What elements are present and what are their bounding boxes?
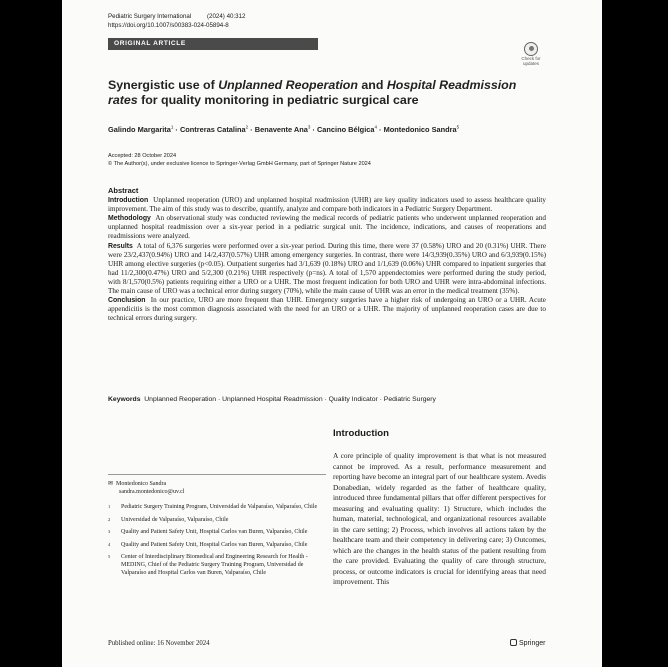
keywords-text: Unplanned Reoperation · Unplanned Hospital Readmission · Quality Indicator · Pediatric Surgery (144, 396, 436, 403)
introduction-heading: Introduction (333, 428, 389, 439)
article-type-banner: ORIGINAL ARTICLE (108, 38, 318, 50)
abstract-introduction: Introduction Unplanned reoperation (URO) and unplanned hospital readmission (UHR) are key quality indicators used to assess healthcare quality improvement. The aim of this study was to describe, quantify, analyze and compare both indicators in a Pediatric Surgery Department. (108, 196, 546, 214)
check-updates-icon (524, 42, 538, 56)
journal-volume: (2024) 40:312 (206, 13, 246, 20)
affiliation-item: 3 Quality and Patient Safety Unit, Hospital Carlos van Buren, Valparaíso, Chile (108, 529, 308, 536)
article-title: Synergistic use of Unplanned Reoperation and Hospital Readmission rates for quality monitoring in pediatric surgical care (108, 78, 517, 107)
author-list: Galindo Margarita$^1$ · Contreras Catalina$^2$ · Benavente Ana$^3$ · Cancino Bélgica$^4$ · Montedonico Sandra$^5$ (108, 125, 460, 135)
accepted-date: Accepted: 28 October 2024 (108, 153, 177, 159)
author[interactable]: Cancino Bélgica$^4$ (316, 125, 377, 135)
springer-horse-icon (510, 639, 517, 646)
copyright-notice: © The Author(s), under exclusive licence to Springer-Verlag GmbH Germany, part of Springer Nature 2024 (108, 161, 371, 167)
article-dates (108, 152, 371, 168)
corresponding-name: Montedonico Sandra (116, 481, 167, 487)
check-updates-label-2: updates (522, 61, 539, 66)
abstract-methodology: Methodology An observational study was conducted reviewing the medical records of pediatric patients who underwent unplanned reoperation and unplanned hospital readmission over a six-year period in a pediatric surgical unit. The incidence, indications, and causes of reoperations and readmissions were analyzed. (108, 214, 546, 241)
author[interactable]: Montedonico Sandra$^5$ (383, 125, 460, 135)
affiliation-item: 4 Quality and Patient Safety Unit, Hospital Carlos van Buren, Valparaíso, Chile (108, 541, 308, 548)
author[interactable]: Benavente Ana$^3$ (254, 125, 311, 135)
affiliation-item: 2 Universidad de Valparaíso, Valparaíso, Chile (108, 516, 229, 523)
introduction-text: A core principle of quality improvement is that what is not measured cannot be improved. As a result, performance measurement and reporting have become an integral part of our healthcare system. Avedis Donabedian, widely regarded as the father of healthcare quality, introduced three fundamental pillars that offer different perspectives for measuring and evaluating quality: 1) Structure, which includes the human, material, technological, and organizational resources available in the care setting; 2) Process, which involves all actions taken by the healthcare team and their competency in delivering care; 3) Outcomes, which are the changes in the health status of the patient resulting from the care provided. Evaluating the quality of care through structure, process, or outcome indicators is crucial for identifying areas that need improvement. This (333, 451, 546, 586)
published-date: Published online: 16 November 2024 (108, 640, 210, 647)
abstract-section (108, 186, 546, 323)
abstract-heading: Abstract (108, 186, 139, 195)
corresponding-email[interactable]: sandra.montedonico@uv.cl (119, 489, 185, 495)
abstract-conclusion: Conclusion In our practice, URO are more frequent than UHR. Emergency surgeries have a higher risk of undergoing an URO or a UHR. Acute appendicitis is the most common diagnosis associated with the need for an URO or a UHR. The majority of unplanned reoperation cases are due to technical errors during surgery. (108, 296, 546, 323)
keywords-label: Keywords (108, 396, 141, 403)
article-page (62, 0, 602, 667)
doi-link[interactable]: https://doi.org/10.1007/s00383-024-05894-8 (108, 22, 229, 29)
corresponding-author (108, 480, 326, 496)
mail-icon: ✉ (108, 481, 114, 487)
footnote-divider (108, 474, 326, 475)
affiliation-item: 5 Center of Interdisciplinary Biomedical and Engineering Research for Health - MEDING, Chief of the Pediatric Surgery Training Program, Universidad de Valparaíso and Hospital Carlos van Buren, Valparaíso, Chile (108, 554, 308, 576)
affiliation-item: 1 Pediatric Surgery Training Program, Universidad de Valparaíso, Valparaíso, Chile (108, 504, 318, 510)
affiliations-list (108, 504, 326, 582)
author[interactable]: Galindo Margarita$^1$ (108, 125, 174, 135)
check-for-updates-button[interactable] (516, 42, 546, 68)
abstract-results: Results A total of 6,376 surgeries were performed over a six-year period. During this time, there were 37 (0.58%) URO and 20 (0.31%) UHR. There were 23/2,437(0.94%) URO and 14/2,437(0.57%) UHR among emergency surgeries. In contrast, there were 14/3,939(0.35%) URO and 6/3,939(0.15%) UHR among elective surgeries (p<0.05). Outpatient surgeries had 3/1,639 (0.18%) URO and 1/1,639 (0.06%) UHR compared to inpatient surgeries that had 11/2,300(0.47%) URO and 5/2,300 (0.21%) UHR respectively (p=ns). A total of 1,570 appendectomies were performed during the study period, with 8/1,570(0.5%) patients requiring either a URO or a UHR. The most frequent indication for both URO and UHR were intra-abdominal infections. The main cause of URO was a technical error during surgery (70%), while the main cause of UHR was an error in the medical treatment (35%). (108, 241, 546, 296)
check-updates-label-1: Check for (521, 56, 541, 61)
publisher-logo: Springer (510, 639, 545, 647)
journal-header (108, 13, 246, 21)
keywords-line (108, 396, 546, 403)
journal-name: Pediatric Surgery International (108, 13, 192, 20)
author[interactable]: Contreras Catalina$^2$ (179, 125, 249, 135)
